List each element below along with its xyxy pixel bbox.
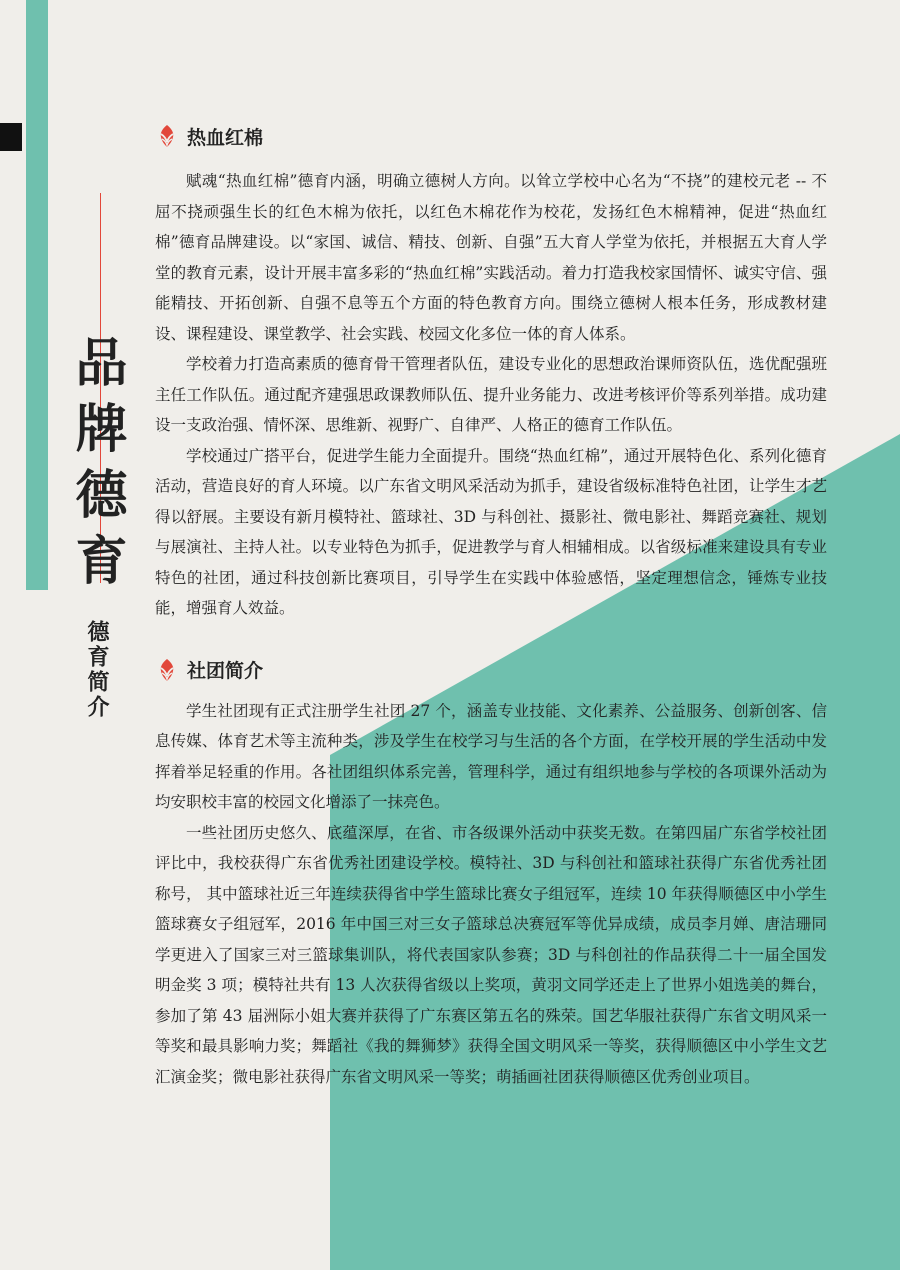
paragraph: 学校着力打造高素质的德育骨干管理者队伍，建设专业化的思想政治课师资队伍，选优配强班主任工作队伍。通过配齐建强思政课教师队伍、提升业务能力、改进考核评价等系列举措。成功建设一支政治强、情怀深、思维新、视野广、自律严、人格正的德育工作队伍。 [155, 355, 827, 434]
main-content [155, 120, 827, 1092]
sidebar-subtitle: 德育简介 [84, 620, 109, 720]
red-bud-icon [157, 658, 177, 682]
section-heading [155, 654, 827, 686]
paragraph: 学校通过广搭平台，促进学生能力全面提升。围绕“热血红棉”，通过开展特色化、系列化德育活动，营造良好的育人环境。以广东省文明风采活动为抓手，建设省级标准特色社团，让学生才艺得以舒展。主要设有新月模特社、篮球社、3D 与科创社、摄影社、微电影社、舞蹈竞赛社、规划与展演社、主持人社。以专业特色为抓手，促进教学与育人相辅相成。以省级标准来建设具有专业特色的社团，通过科技创新比赛项目，引导学生在实践中体验感悟，坚定理想信念，锤炼专业技能，增强育人效益。 [155, 446, 827, 617]
paragraph: 学生社团现有正式注册学生社团 27 个，涵盖专业技能、文化素养、公益服务、创新创客、信息传媒、体育艺术等主流种类，涉及学生在校学习与生活的各个方面，在学校开展的学生活动中发挥着举足轻重的作用。各社团组织体系完善，管理科学，通过有组织地参与学校的各项课外活动为均安职校丰富的校园文化增添了一抹亮色。 [155, 701, 827, 811]
section-rexue-hongmian [155, 120, 827, 624]
section-heading [155, 120, 827, 152]
sidebar-title: 品牌德育 [66, 335, 126, 599]
section-shetuan-jianjie [155, 654, 827, 1093]
teal-vertical-bar [26, 0, 48, 590]
section-title: 热血红棉 [187, 126, 264, 149]
section-title: 社团简介 [187, 660, 264, 682]
paragraph: 赋魂“热血红棉”德育内涵，明确立德树人方向。以耸立学校中心名为“不挠”的建校元老 -- 不屈不挠顽强生长的红色木棉为依托，以红色木棉花作为校花，发扬红色木棉精神，促进“热血红棉”德育品牌建设。以“家国、诚信、精技、创新、自强”五大育人学堂为依托，并根据五大育人学堂的教育元素，设计开展丰富多彩的“热血红棉”实践活动。着力打造我校家国情怀、诚实守信、强能精技、开拓创新、自强不息等五个方面的特色教育方向。围绕立德树人根本任务，形成教材建设、课程建设、课堂教学、社会实践、校园文化多位一体的育人体系。 [155, 172, 827, 343]
red-bud-icon [157, 124, 177, 148]
black-tab-marker [0, 123, 22, 151]
paragraph: 一些社团历史悠久、底蕴深厚，在省、市各级课外活动中获奖无数。在第四届广东省学校社团评比中，我校获得广东省优秀社团建设学校。模特社、3D 与科创社和篮球社获得广东省优秀社团称号， 其中篮球社近三年连续获得省中学生篮球比赛女子组冠军，连续 10 年获得顺德区中小学生篮球赛女子组冠军，2016 年中国三对三女子篮球总决赛冠军等优异成绩，成员李月婵、唐洁珊同学更进入了国家三对三篮球集训队，将代表国家队参赛；3D 与科创社的作品获得二十一届全国发明金奖 3 项；模特社共有 13 人次获得省级以上奖项，黄羽文同学还走上了世界小姐选美的舞台，参加了第 43 届洲际小姐大赛并获得了广东赛区第五名的殊荣。国艺华服社获得广东省文明风采一等奖和最具影响力奖；舞蹈社《我的舞狮梦》获得全国文明风采一等奖，获得顺德区中小学生文艺汇演金奖；微电影社获得广东省文明风采一等奖；萌插画社团获得顺德区优秀创业项目。 [155, 823, 827, 1086]
